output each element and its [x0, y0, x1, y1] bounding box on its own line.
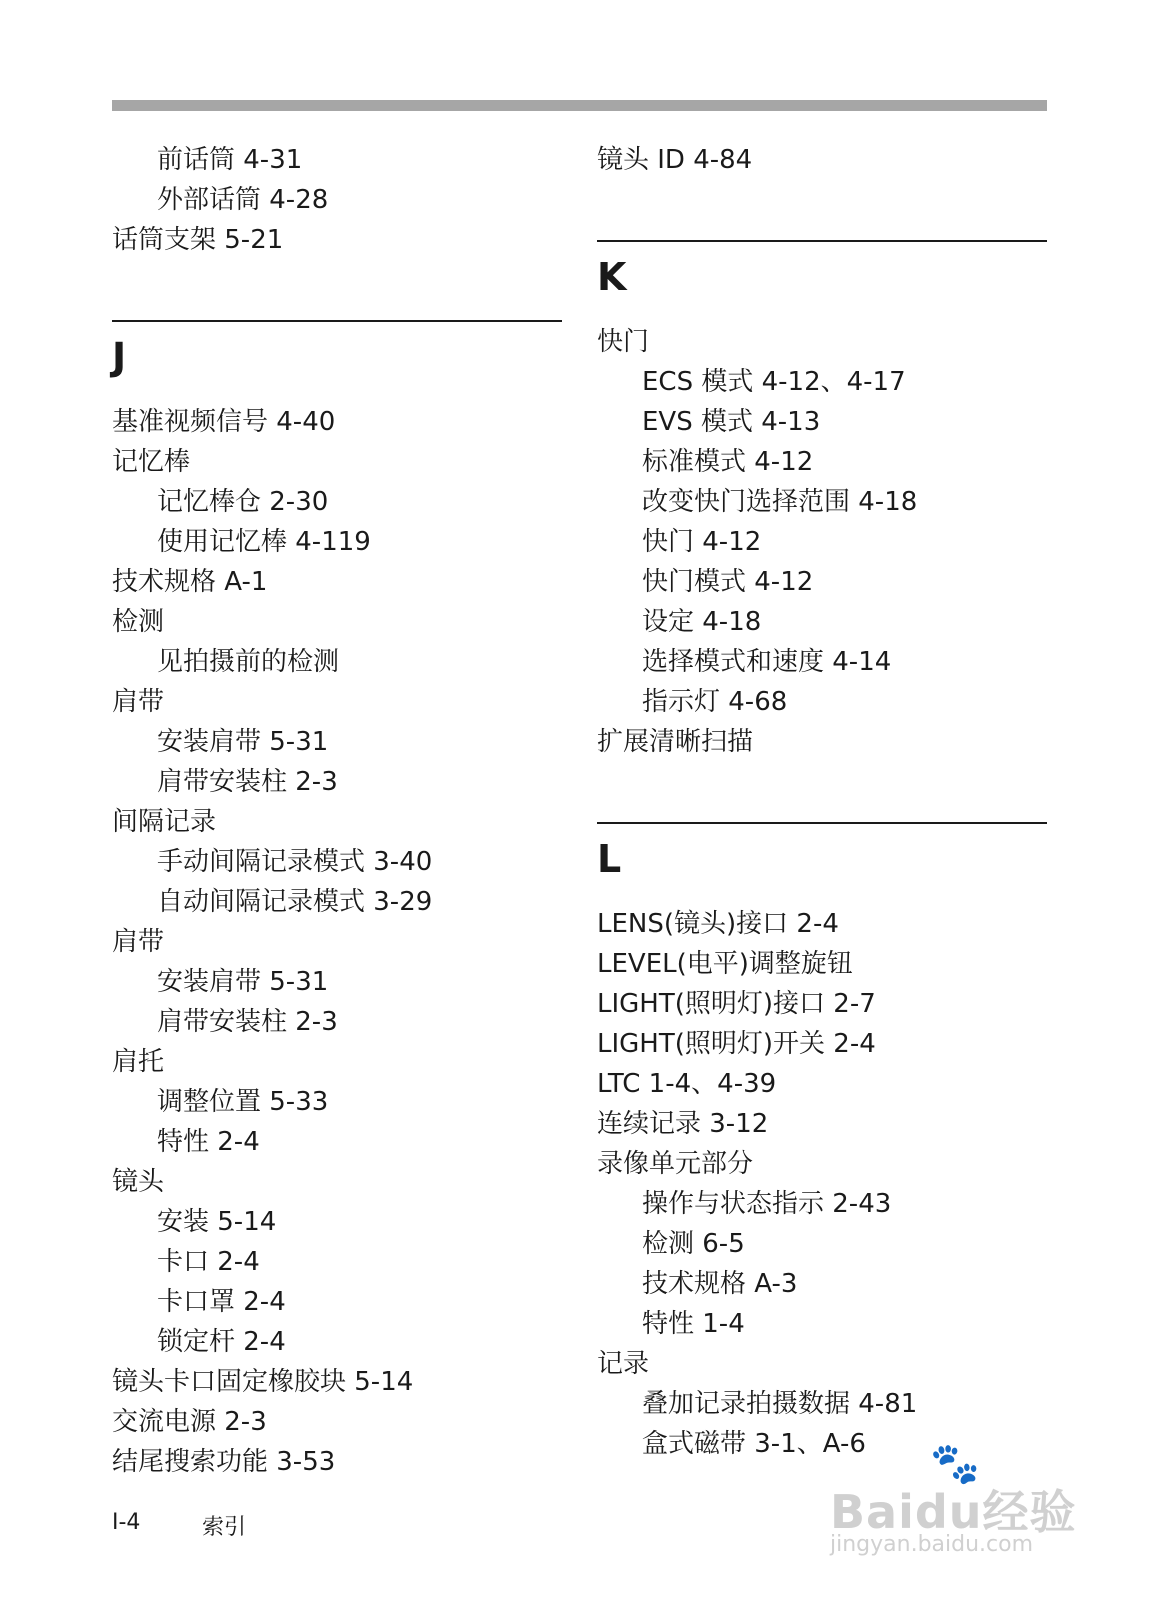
- section-k-entries: [597, 322, 1047, 762]
- section-l-entries: [597, 904, 1047, 1464]
- index-subentry: 肩带安装柱 2-3: [157, 1007, 338, 1037]
- index-entry: 扩展清晰扫描: [597, 727, 754, 757]
- index-entry: 录像单元部分: [597, 1149, 754, 1179]
- index-subentry: 手动间隔记录模式 3-40: [157, 847, 433, 877]
- section-k-rule: [597, 240, 1047, 242]
- index-entry: LENS(镜头)接口 2-4: [597, 909, 839, 939]
- index-entry: 结尾搜索功能 3-53: [112, 1447, 336, 1477]
- index-entry: 话筒支架 5-21: [112, 225, 284, 255]
- index-subentry: 快门模式 4-12: [642, 567, 814, 597]
- index-subentry: 叠加记录拍摄数据 4-81: [642, 1389, 918, 1419]
- index-subentry: 自动间隔记录模式 3-29: [157, 887, 433, 917]
- index-entry: 镜头: [112, 1167, 165, 1197]
- index-entry: LEVEL(电平)调整旋钮: [597, 949, 853, 979]
- index-entry: 检测: [112, 607, 165, 637]
- section-j-letter: J: [112, 335, 127, 379]
- index-entry: 镜头 ID 4-84: [597, 145, 753, 175]
- baidu-watermark: [830, 1440, 1090, 1557]
- index-subentry: 设定 4-18: [642, 607, 762, 637]
- index-entry: 交流电源 2-3: [112, 1407, 267, 1437]
- index-subentry: 选择模式和速度 4-14: [642, 647, 892, 677]
- index-subentry: 外部话筒 4-28: [157, 185, 329, 215]
- footer-section-title: 索引: [202, 1515, 247, 1540]
- page-number: I-4: [112, 1510, 141, 1535]
- index-subentry: 操作与状态指示 2-43: [642, 1189, 892, 1219]
- index-entry: 肩带: [112, 687, 165, 717]
- right-top-entries: [597, 140, 1047, 180]
- index-subentry: 记忆棒仓 2-30: [157, 487, 329, 517]
- index-subentry: 卡口 2-4: [157, 1247, 260, 1277]
- watermark-url: jingyan.baidu.com: [830, 1532, 1034, 1557]
- index-entry: 肩带: [112, 927, 165, 957]
- index-subentry: 肩带安装柱 2-3: [157, 767, 338, 797]
- index-subentry: 盒式磁带 3-1、A-6: [642, 1429, 866, 1459]
- section-l-letter: L: [597, 837, 622, 881]
- index-subentry: ECS 模式 4-12、4-17: [642, 367, 906, 397]
- section-j: [112, 320, 562, 1482]
- index-entry: 基准视频信号 4-40: [112, 407, 336, 437]
- index-subentry: 卡口罩 2-4: [157, 1287, 286, 1317]
- index-subentry: 安装肩带 5-31: [157, 727, 329, 757]
- right-column: [597, 140, 1047, 1464]
- index-entry: 间隔记录: [112, 807, 217, 837]
- paw-icon: 🐾: [930, 1441, 980, 1487]
- index-entry: 快门: [597, 327, 650, 357]
- index-subentry: EVS 模式 4-13: [642, 407, 821, 437]
- index-subentry: 改变快门选择范围 4-18: [642, 487, 918, 517]
- index-subentry: 调整位置 5-33: [157, 1087, 329, 1117]
- index-entry: 镜头卡口固定橡胶块 5-14: [112, 1367, 414, 1397]
- index-entry: 记忆棒: [112, 447, 191, 477]
- section-j-entries: [112, 402, 562, 1482]
- watermark-brand: Baidu经验: [830, 1485, 1077, 1539]
- index-subentry: 安装 5-14: [157, 1207, 277, 1237]
- index-subentry: 特性 1-4: [642, 1309, 745, 1339]
- top-rule: [112, 100, 1047, 111]
- section-l-rule: [597, 822, 1047, 824]
- index-subentry: 标准模式 4-12: [642, 447, 814, 477]
- section-l: [597, 822, 1047, 1464]
- left-column: [112, 140, 562, 1482]
- section-k: [597, 240, 1047, 762]
- index-subentry: 快门 4-12: [642, 527, 762, 557]
- index-subentry: 检测 6-5: [642, 1229, 745, 1259]
- index-entry: 肩托: [112, 1047, 165, 1077]
- index-entry: LTC 1-4、4-39: [597, 1069, 777, 1099]
- section-j-rule: [112, 320, 562, 322]
- index-entry: LIGHT(照明灯)开关 2-4: [597, 1029, 876, 1059]
- index-subentry: 指示灯 4-68: [642, 687, 788, 717]
- index-subentry: 特性 2-4: [157, 1127, 260, 1157]
- index-subentry: 锁定杆 2-4: [157, 1327, 286, 1357]
- index-subentry: 使用记忆棒 4-119: [157, 527, 371, 557]
- index-entry: 连续记录 3-12: [597, 1109, 769, 1139]
- index-subentry: 前话筒 4-31: [157, 145, 303, 175]
- index-entry: 技术规格 A-1: [112, 567, 268, 597]
- index-subentry: 安装肩带 5-31: [157, 967, 329, 997]
- section-k-letter: K: [597, 255, 627, 299]
- index-subentry: 见拍摄前的检测: [157, 647, 340, 677]
- index-entry: 记录: [597, 1349, 650, 1379]
- left-top-entries: [112, 140, 562, 260]
- index-subentry: 技术规格 A-3: [642, 1269, 798, 1299]
- index-entry: LIGHT(照明灯)接口 2-7: [597, 989, 876, 1019]
